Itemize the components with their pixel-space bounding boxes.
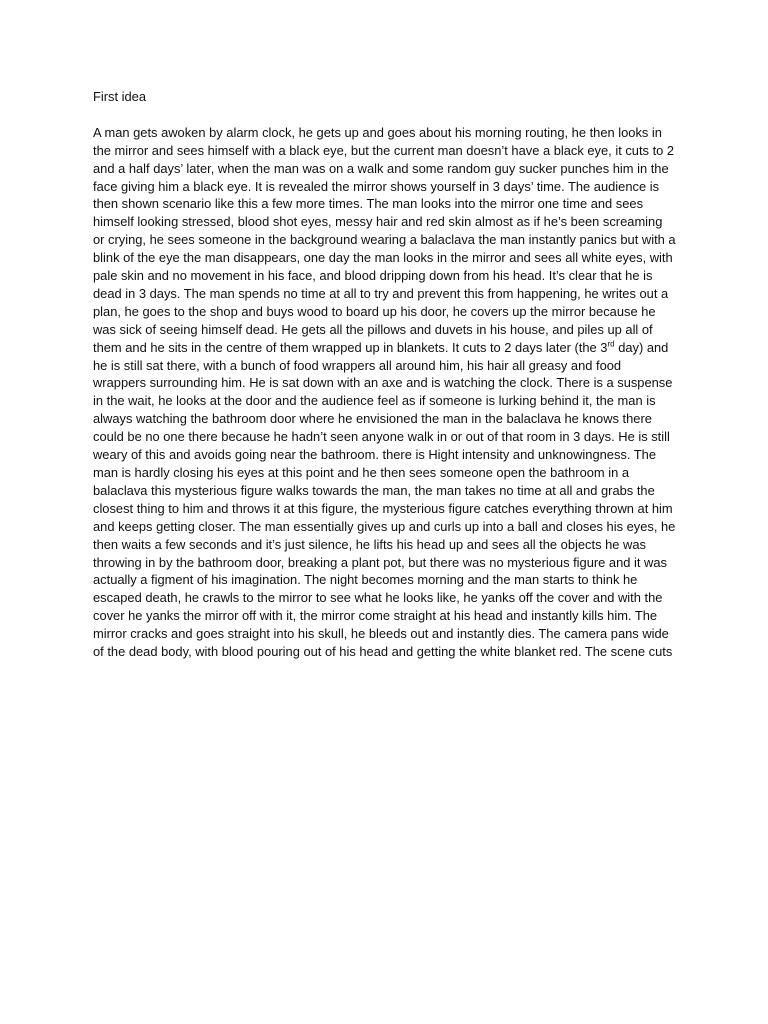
story-text-part-2: day) and he is still sat there, with a bunch of food wrappers all around him, his hair all greasy and food wrappers surrounding him. He is sat down with an axe and is watching the clock. There is a suspense in the wait, he looks at the door and the audience feel as if someone is lurking behind it, the man is always watching the bathroom door where he envisioned the man in the balaclava he knows there could be no one there because he hadn’t seen anyone walk in or out of that room in 3 days. He is still weary of this and avoids going near the bathroom. there is Hight intensity and unknowingness. The man is hardly closing his eyes at this point and he then sees someone open the bathroom in a balaclava this mysterious figure walks towards the man, the man takes no time at all and grabs the closest thing to him and throws it at this figure, the mysterious figure catches everything thrown at him and keeps getting closer. The man essentially gives up and curls up into a ball and closes his eyes, he then waits a few seconds and it’s just silence, he lifts his head up and sees all the objects he was throwing in by the bathroom door, breaking a plant pot, but there was no mysterious figure and it was actually a figment of his imagination. The night becomes morning and the man starts to think he escaped death, he crawls to the mirror to see what he looks like, he yanks off the cover and with the cover he yanks the mirror off with it, the mirror come straight at his head and instantly kills him. The mirror cracks and goes straight into his skull, he bleeds out and instantly dies. The camera pans wide of the dead body, with blood pouring out of his head and getting the white blanket red. The scene cuts [93,339,676,660]
story-text-part-1: A man gets awoken by alarm clock, he gets up and goes about his morning routing, he then looks in the mirror and sees himself with a black eye, but the current man doesn’t have a black eye, it cuts to 2 and a half days’ later, when the man was on a walk and some random guy sucker punches him in the face giving him a black eye. It is revealed the mirror shows yourself in 3 days’ time. The audience is then shown scenario like this a few more times. The man looks into the mirror one time and sees himself looking stressed, blood shot eyes, messy hair and red skin almost as if he’s been screaming or crying, he sees someone in the background wearing a balaclava the man instantly panics but with a blink of the eye the man disappears, one day the man looks in the mirror and sees all white eyes, with pale skin and no movement in his face, and blood dripping down from his head. It’s clear that he is dead in 3 days. The man spends no time at all to try and prevent this from happening, he writes out a plan, he goes to the shop and buys wood to board up his door, he covers up the mirror because he was sick of seeing himself dead. He gets all the pillows and duvets in his house, and piles up all of them and he sits in the centre of them wrapped up in blankets. It cuts to 2 days later (the 3 [93,124,676,355]
document-title: First idea [93,89,147,104]
story-paragraph [93,124,677,661]
ordinal-superscript: rd [607,339,615,349]
document-content [93,88,677,661]
